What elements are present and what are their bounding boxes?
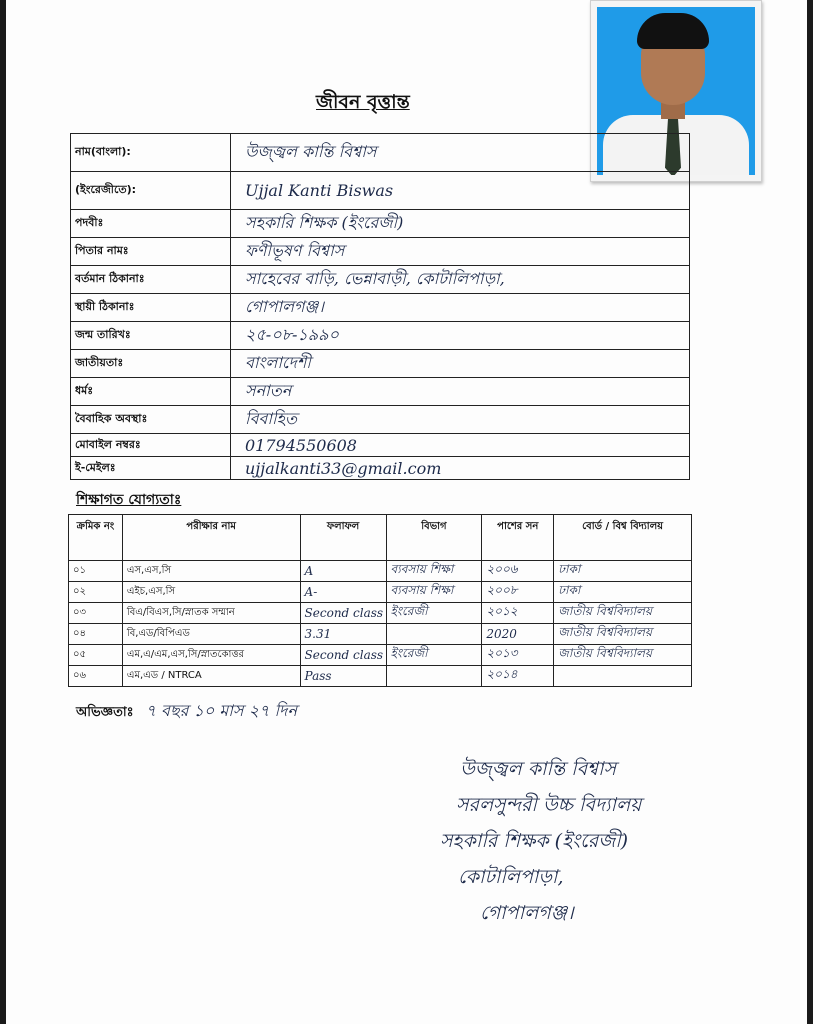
- education-cell: বিএ/বিএস,সি/স্নাতক সম্মান: [122, 603, 300, 624]
- education-row: [69, 624, 692, 645]
- experience-label: অভিজ্ঞতাঃ: [76, 705, 134, 720]
- education-heading: শিক্ষাগত যোগ্যতাঃ: [76, 492, 182, 508]
- info-value: ২৫-০৮-১৯৯০: [231, 322, 690, 350]
- education-row: [69, 645, 692, 666]
- education-cell: এস,এস,সি: [122, 561, 300, 582]
- info-label: ধর্মঃ: [71, 378, 231, 406]
- education-cell: ০৫: [69, 645, 123, 666]
- education-cell: ঢাকা: [554, 561, 692, 582]
- frame-edge-right: [807, 0, 813, 1024]
- education-cell: ইংরেজী: [386, 645, 482, 666]
- experience-line: [76, 698, 297, 725]
- info-value: গোপালগঞ্জ।: [231, 294, 690, 322]
- info-label: বৈবাহিক অবস্থাঃ: [71, 406, 231, 434]
- education-row: [69, 561, 692, 582]
- signature-line: সহকারি শিক্ষক (ইংরেজী): [440, 830, 629, 852]
- info-value: ujjalkanti33@gmail.com: [231, 457, 690, 480]
- info-value: Ujjal Kanti Biswas: [231, 172, 690, 210]
- education-cell: জাতীয় বিশ্ববিদ্যালয়: [554, 645, 692, 666]
- info-row: [71, 322, 690, 350]
- document-title: জীবন বৃত্তান্ত: [316, 91, 410, 113]
- info-label: ই-মেইলঃ: [71, 457, 231, 480]
- info-label: মোবাইল নম্বরঃ: [71, 434, 231, 457]
- education-row: [69, 666, 692, 687]
- info-label: (ইংরেজীতে):: [71, 172, 231, 210]
- signature-line: গোপালগঞ্জ।: [480, 902, 574, 924]
- info-value: সহকারি শিক্ষক (ইংরেজী): [231, 210, 690, 238]
- info-row: [71, 294, 690, 322]
- education-cell: এম,এ/এম,এস,সি/স্নাতকোত্তর: [122, 645, 300, 666]
- info-value: ফণীভূষণ বিশ্বাস: [231, 238, 690, 266]
- info-label: জন্ম তারিখঃ: [71, 322, 231, 350]
- info-label: জাতীয়তাঃ: [71, 350, 231, 378]
- education-column-header: বিভাগ: [386, 515, 482, 561]
- education-column-header: বোর্ড / বিশ্ব বিদ্যালয়: [554, 515, 692, 561]
- education-cell: এম,এড / NTRCA: [122, 666, 300, 687]
- education-column-header: পাশের সন: [482, 515, 554, 561]
- education-cell: বি,এড/বিপিএড: [122, 624, 300, 645]
- education-cell: জাতীয় বিশ্ববিদ্যালয়: [554, 624, 692, 645]
- info-row: [71, 350, 690, 378]
- info-row: [71, 238, 690, 266]
- info-row: [71, 457, 690, 480]
- info-row: [71, 266, 690, 294]
- education-cell: Second class: [300, 603, 386, 624]
- signature-block: [440, 755, 770, 935]
- signature-line: সরলসুন্দরী উচ্চ বিদ্যালয়: [456, 794, 642, 816]
- education-cell: ২০১৩: [482, 645, 554, 666]
- education-cell: 2020: [482, 624, 554, 645]
- education-cell: ইংরেজী: [386, 603, 482, 624]
- signature-line: কোটালিপাড়া,: [458, 866, 564, 888]
- info-row: [71, 434, 690, 457]
- education-cell: ০৩: [69, 603, 123, 624]
- education-cell: [386, 624, 482, 645]
- education-cell: জাতীয় বিশ্ববিদ্যালয়: [554, 603, 692, 624]
- education-cell: এইচ,এস,সি: [122, 582, 300, 603]
- education-cell: [386, 666, 482, 687]
- education-column-header: ক্রমিক নং: [69, 515, 123, 561]
- signature-line: উজ্জ্বল কান্তি বিশ্বাস: [460, 758, 617, 780]
- info-value: বাংলাদেশী: [231, 350, 690, 378]
- education-cell: 3.31: [300, 624, 386, 645]
- education-cell: ব্যবসায় শিক্ষা: [386, 582, 482, 603]
- info-row: [71, 172, 690, 210]
- info-row: [71, 134, 690, 172]
- education-cell: A-: [300, 582, 386, 603]
- education-cell: ২০১৪: [482, 666, 554, 687]
- education-cell: ০২: [69, 582, 123, 603]
- education-cell: Second class: [300, 645, 386, 666]
- education-cell: ২০০৮: [482, 582, 554, 603]
- education-cell: [554, 666, 692, 687]
- info-label: পদবীঃ: [71, 210, 231, 238]
- education-cell: Pass: [300, 666, 386, 687]
- info-label: বর্তমান ঠিকানাঃ: [71, 266, 231, 294]
- education-cell: A: [300, 561, 386, 582]
- info-value: 01794550608: [231, 434, 690, 457]
- education-cell: ০১: [69, 561, 123, 582]
- education-column-header: ফলাফল: [300, 515, 386, 561]
- education-cell: ০৬: [69, 666, 123, 687]
- info-value: সনাতন: [231, 378, 690, 406]
- personal-info-table: [70, 133, 690, 480]
- info-row: [71, 210, 690, 238]
- education-row: [69, 582, 692, 603]
- education-cell: ঢাকা: [554, 582, 692, 603]
- education-row: [69, 603, 692, 624]
- info-label: পিতার নামঃ: [71, 238, 231, 266]
- education-column-header: পরীক্ষার নাম: [122, 515, 300, 561]
- education-cell: ২০১২: [482, 603, 554, 624]
- experience-value: ৭ বছর ১০ মাস ২৭ দিন: [145, 701, 298, 720]
- info-value: উজ্জ্বল কান্তি বিশ্বাস: [231, 134, 690, 172]
- info-row: [71, 378, 690, 406]
- info-label: নাম(বাংলা):: [71, 134, 231, 172]
- info-value: বিবাহিত: [231, 406, 690, 434]
- education-cell: ০৪: [69, 624, 123, 645]
- education-table: [68, 514, 692, 687]
- education-cell: ২০০৬: [482, 561, 554, 582]
- info-row: [71, 406, 690, 434]
- info-value: সাহেবের বাড়ি, ভেন্নাবাড়ী, কোটালিপাড়া,: [231, 266, 690, 294]
- info-label: স্থায়ী ঠিকানাঃ: [71, 294, 231, 322]
- education-cell: ব্যবসায় শিক্ষা: [386, 561, 482, 582]
